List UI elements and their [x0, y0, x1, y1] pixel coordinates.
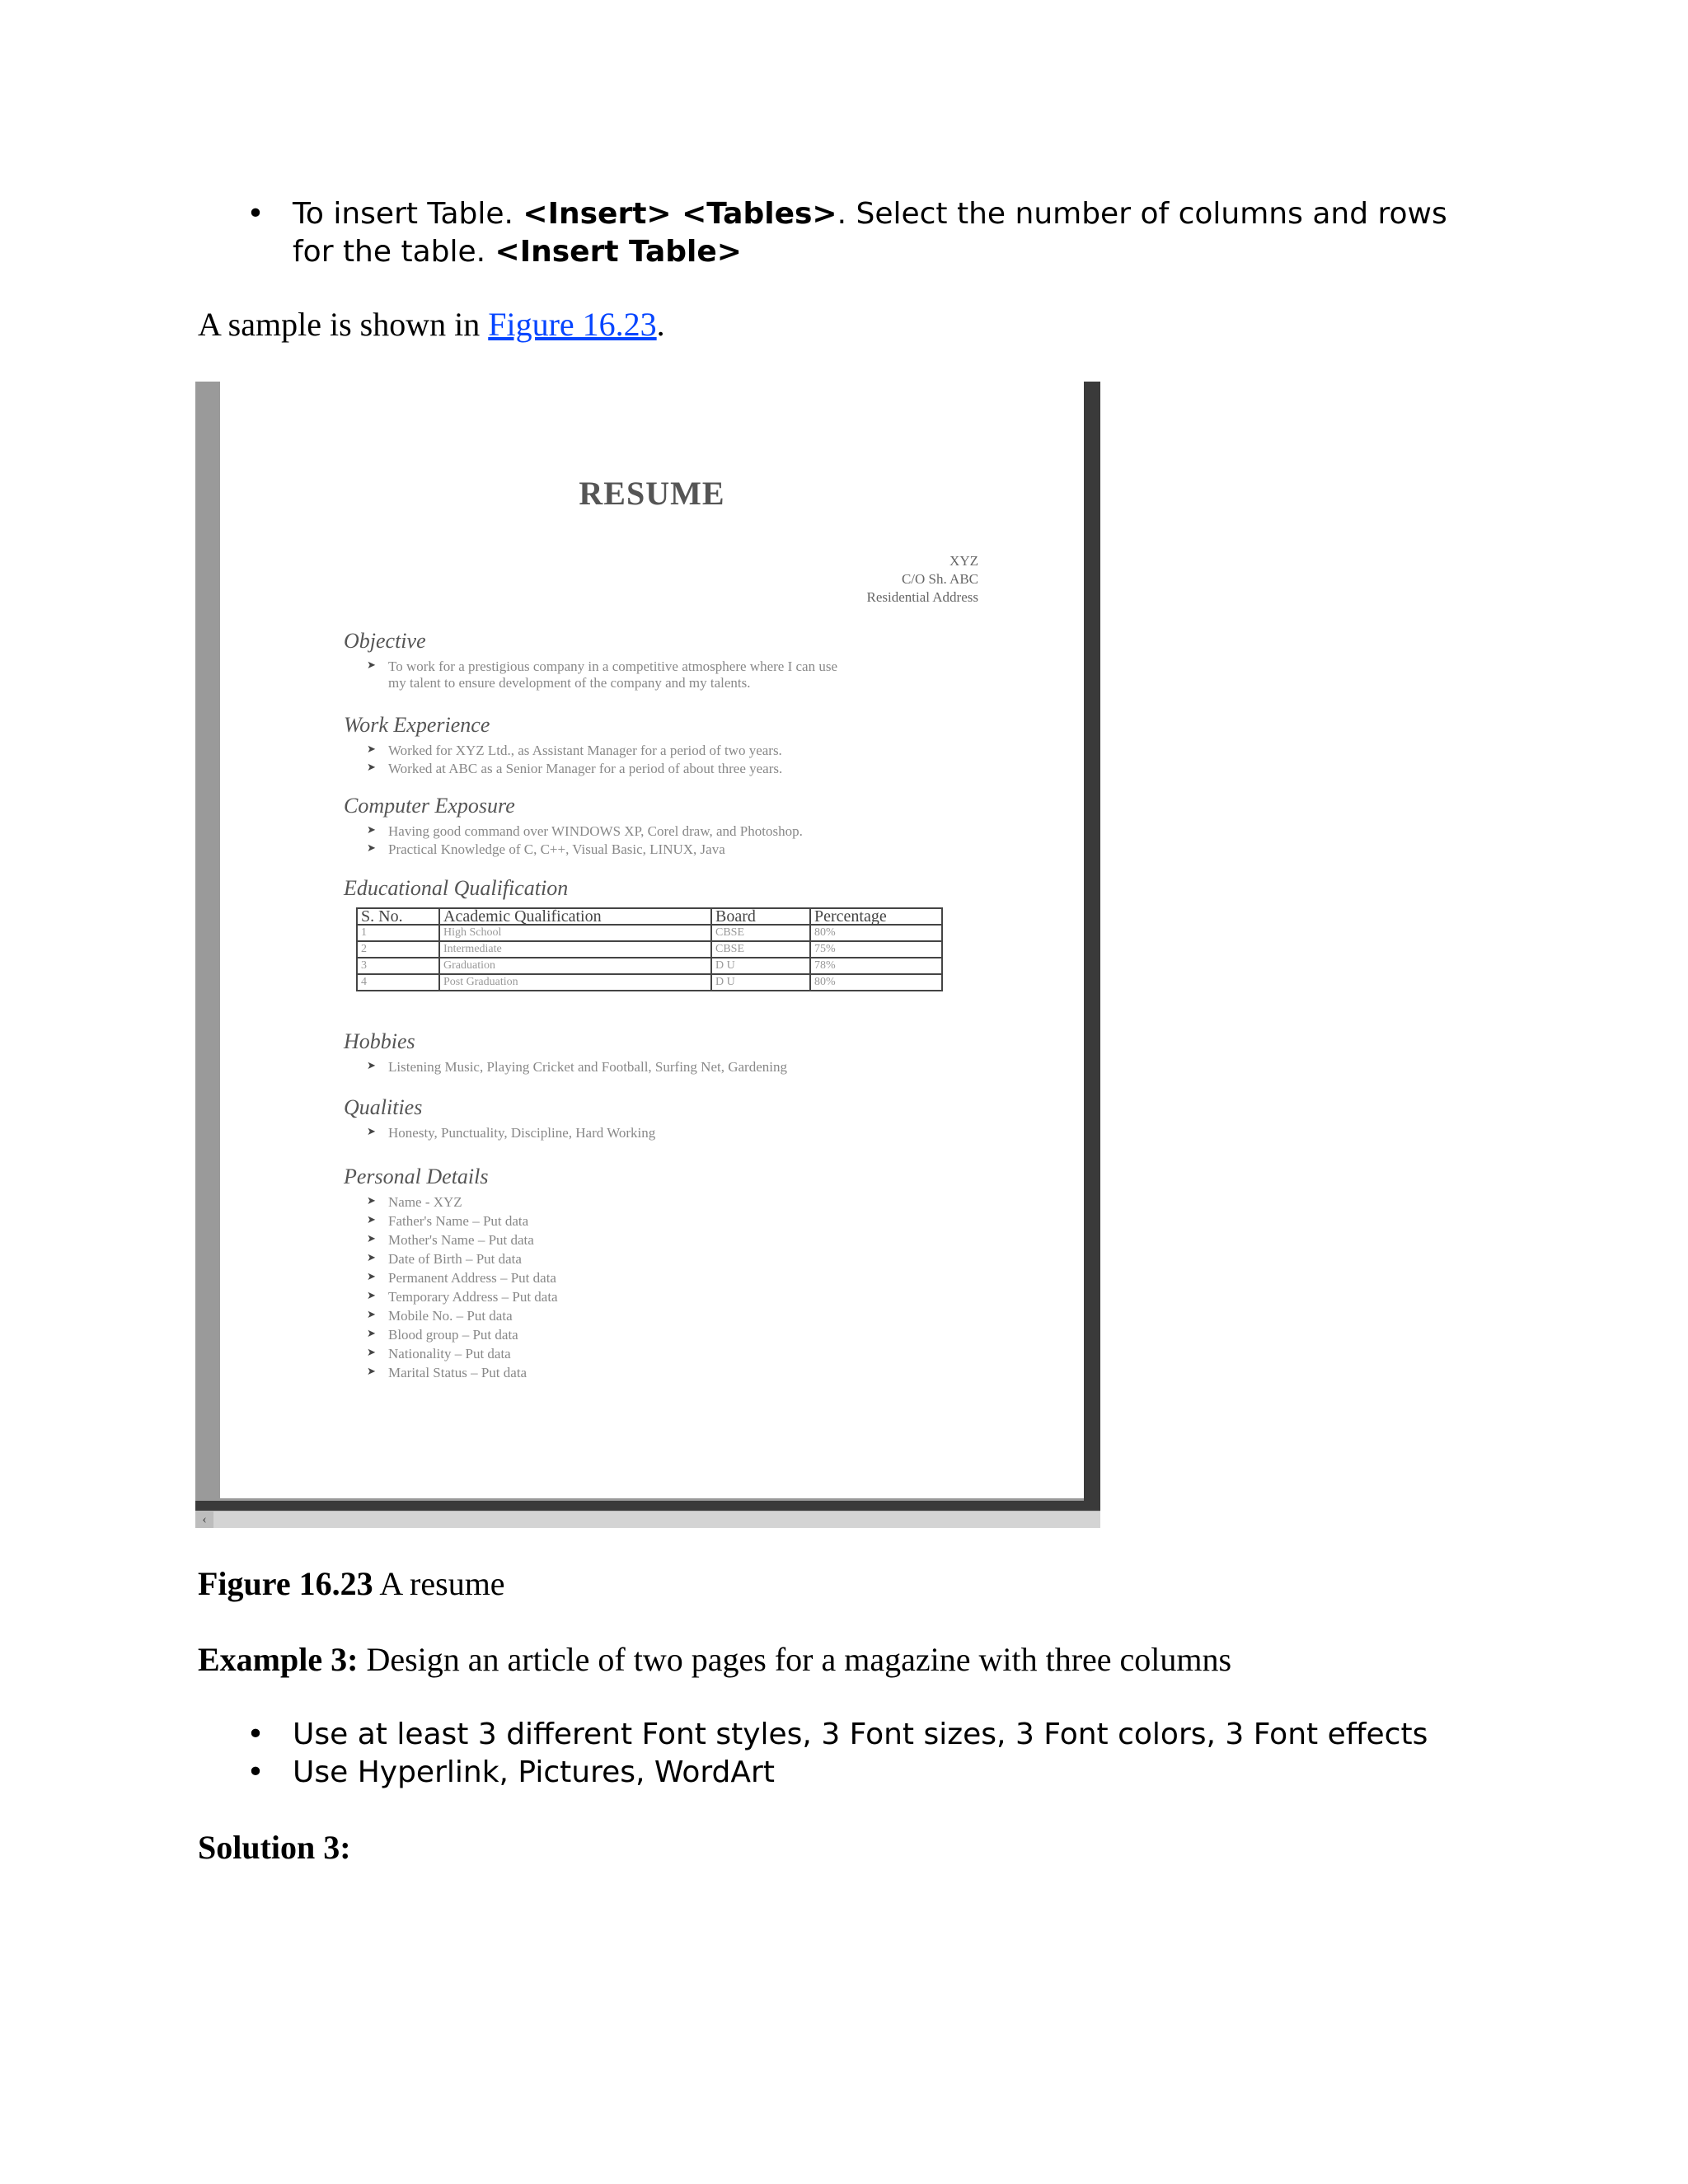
table-cell: 4: [357, 974, 439, 991]
table-cell: High School: [439, 925, 711, 941]
address-line-co: C/O Sh. ABC: [901, 571, 978, 587]
column-header: Academic Qualification: [439, 908, 711, 925]
table-row: [357, 941, 942, 958]
table-cell: 2: [357, 941, 439, 958]
figure-caption: [198, 1564, 505, 1604]
table-header-row: [357, 908, 942, 925]
resume-page: RESUME XYZ C/O Sh. ABC Residential Address Objective ➤ To work for a prestigious company in a competitive atmosphere where I can use my talent to ensure development of the company and my talents. Work Experience ➤ Worked for XYZ Ltd., as Assistant Manager for a period of two years. ➤ Worked at ABC as a Senior Manager for a period of about three years. Computer Exposure ➤ Having good command over WINDOWS XP, Corel draw, and Photoshop. ➤ Practical Knowledge of C, C++, Visual Basic, LINUX, Java Educational Qualification S. No. Academic Qualification Board Percentage 1 High School CBSE 80% 2 Intermediate CBSE 75% 3 Graduation D U 78% 4 Post Graduation D U 80% Hobbies ➤ Listening Music, Playing Cricket and Football, Surfing Net, Gardening Qualities ➤ Honesty, Punctuality, Discipline, Hard Working Personal Details ➤ Name - XYZ ➤ Father's Name – Put data ➤ Mother's Name – Put data ➤ Date of Birth – Put data ➤ Permanent Address – Put data ➤ Temporary Address – Put data ➤ Mobile No. – Put data ➤ Blood group – Put data ➤ Nationality – Put data ➤ Marital Status – Put data: [220, 382, 1084, 1498]
resume-screenshot: [195, 382, 1100, 1527]
arrow-bullet-icon: ➤: [367, 1251, 376, 1263]
arrow-bullet-icon: ➤: [367, 1346, 376, 1358]
arrow-bullet-icon: ➤: [367, 841, 376, 854]
insert-tables-command: <Insert> <Tables>: [523, 197, 837, 231]
arrow-bullet-icon: ➤: [367, 1308, 376, 1320]
example-bullet: [243, 1716, 1496, 1754]
bullet-dot: •: [246, 197, 265, 231]
arrow-bullet-icon: ➤: [367, 1270, 376, 1282]
table-cell: CBSE: [711, 941, 810, 958]
table-cell: Post Graduation: [439, 974, 711, 991]
qualities-heading: Qualities: [344, 1095, 423, 1119]
arrow-bullet-icon: ➤: [367, 1059, 376, 1071]
insert-table-command: <Insert Table>: [495, 235, 742, 269]
bullet-text: Use Hyperlink, Pictures, WordArt: [293, 1755, 775, 1789]
sample-line: [198, 305, 665, 344]
table-cell: 1: [357, 925, 439, 941]
arrow-bullet-icon: ➤: [367, 1232, 376, 1244]
table-row: [357, 925, 942, 941]
caption-label: Figure 16.23: [198, 1565, 373, 1602]
personal-heading: Personal Details: [344, 1165, 489, 1188]
arrow-bullet-icon: ➤: [367, 1194, 376, 1207]
arrow-bullet-icon: ➤: [367, 823, 376, 836]
caption-text: A resume: [373, 1565, 505, 1602]
figure-link[interactable]: Figure 16.23: [488, 306, 657, 343]
work-heading: Work Experience: [344, 713, 490, 737]
solution-heading: Solution 3:: [198, 1829, 351, 1866]
table-row: [357, 958, 942, 974]
bullet-dot: •: [246, 1755, 265, 1789]
table-cell: 80%: [810, 925, 942, 941]
example-heading: [198, 1640, 1231, 1680]
arrow-bullet-icon: ➤: [367, 1213, 376, 1226]
example-text: Design an article of two pages for a magazine with three columns: [358, 1641, 1232, 1678]
column-header: S. No.: [357, 908, 439, 925]
scroll-left-arrow-icon[interactable]: ‹: [195, 1511, 213, 1528]
horizontal-scrollbar[interactable]: [195, 1511, 1100, 1528]
table-cell: D U: [711, 974, 810, 991]
arrow-bullet-icon: ➤: [367, 1289, 376, 1301]
bullet-text: [293, 195, 1479, 271]
arrow-bullet-icon: ➤: [367, 658, 376, 671]
hobbies-heading: Hobbies: [344, 1029, 415, 1053]
address-line-residential: Residential Address: [866, 589, 978, 605]
bullet-intro: To insert Table.: [293, 197, 523, 231]
arrow-bullet-icon: ➤: [367, 1125, 376, 1137]
table-cell: Graduation: [439, 958, 711, 974]
table-cell: 3: [357, 958, 439, 974]
table-cell: Intermediate: [439, 941, 711, 958]
table-cell: D U: [711, 958, 810, 974]
bullet-mid: . Select the number of columns and rows for the table.: [293, 197, 1447, 269]
table-cell: 75%: [810, 941, 942, 958]
insert-table-bullet: [243, 195, 1496, 271]
example-bullet: [243, 1754, 1496, 1792]
address-line-name: XYZ: [950, 553, 978, 569]
arrow-bullet-icon: ➤: [367, 743, 376, 755]
objective-heading: Objective: [344, 629, 426, 653]
education-table: [356, 907, 943, 991]
computer-heading: Computer Exposure: [344, 794, 515, 818]
column-header: Board: [711, 908, 810, 925]
arrow-bullet-icon: ➤: [367, 1327, 376, 1339]
bullet-dot: •: [246, 1718, 265, 1751]
table-cell: 80%: [810, 974, 942, 991]
page-shadow-right: [1084, 382, 1100, 1511]
example-label: Example 3:: [198, 1641, 359, 1678]
arrow-bullet-icon: ➤: [367, 1365, 376, 1377]
table-row: [357, 974, 942, 991]
bullet-text: Use at least 3 different Font styles, 3 Font sizes, 3 Font colors, 3 Font effects: [293, 1718, 1428, 1751]
column-header: Percentage: [810, 908, 942, 925]
resume-title: RESUME: [579, 475, 725, 512]
sample-suffix: .: [656, 306, 665, 343]
table-cell: 78%: [810, 958, 942, 974]
table-cell: CBSE: [711, 925, 810, 941]
education-heading: Educational Qualification: [344, 876, 569, 900]
sample-prefix: A sample is shown in: [198, 306, 489, 343]
arrow-bullet-icon: ➤: [367, 761, 376, 773]
